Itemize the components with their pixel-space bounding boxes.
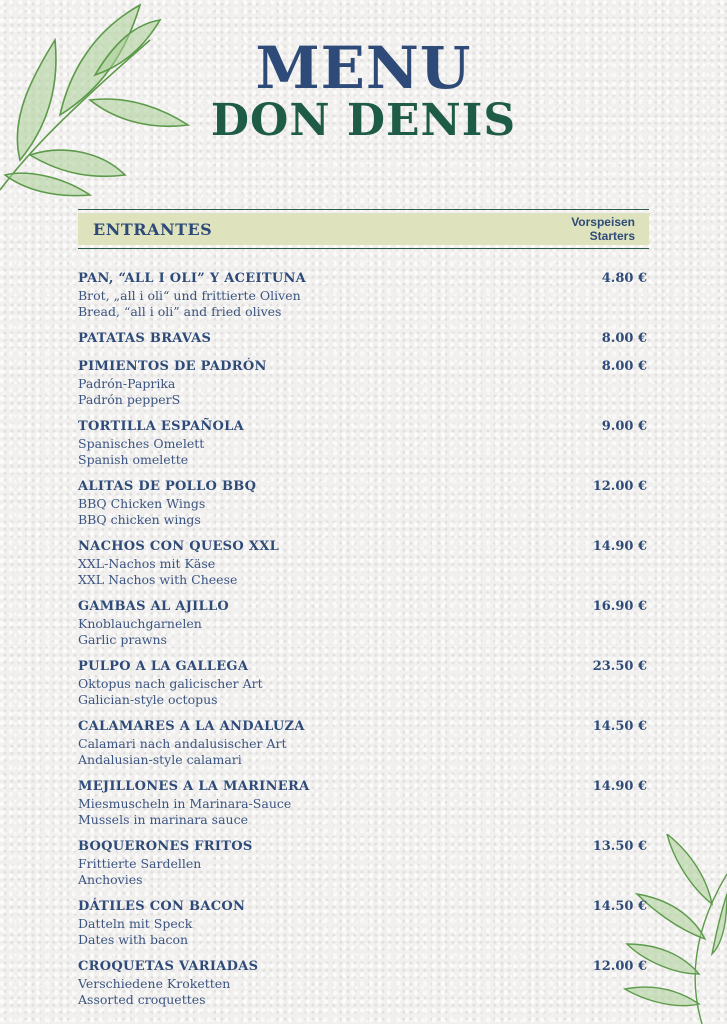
menu-item xyxy=(78,330,649,348)
item-name: NACHOS CON QUESO XXL xyxy=(78,539,280,554)
item-desc-en: Garlic prawns xyxy=(78,632,167,647)
item-name: ALITAS DE POLLO BBQ xyxy=(78,479,257,494)
item-name: MEJILLONES A LA MARINERA xyxy=(78,779,310,794)
menu-item xyxy=(78,598,649,648)
item-price: 23.50 € xyxy=(592,659,647,674)
menu-item xyxy=(78,778,649,828)
menu-title: MENU xyxy=(255,34,472,102)
menu-item xyxy=(78,898,649,948)
item-price: 14.90 € xyxy=(592,539,647,554)
menu-item xyxy=(78,838,649,888)
item-price: 12.00 € xyxy=(592,959,647,974)
item-desc-de: Knoblauchgarnelen xyxy=(78,616,202,631)
item-name: BOQUERONES FRITOS xyxy=(78,839,253,854)
item-price: 14.50 € xyxy=(592,899,647,914)
menu-item xyxy=(78,478,649,528)
section-title: ENTRANTES xyxy=(93,220,213,239)
menu-item xyxy=(78,658,649,708)
menu-item xyxy=(78,358,649,408)
item-desc-en: BBQ chicken wings xyxy=(78,512,201,527)
item-desc-en: Dates with bacon xyxy=(78,932,189,947)
item-desc-de: Frittierte Sardellen xyxy=(78,856,202,871)
menu-item xyxy=(78,718,649,768)
item-name: PULPO A LA GALLEGA xyxy=(78,659,249,674)
item-desc-de: Miesmuscheln in Marinara-Sauce xyxy=(78,796,292,811)
item-price: 9.00 € xyxy=(601,419,647,434)
item-desc-de: BBQ Chicken Wings xyxy=(78,496,206,511)
section-title-de: Vorspeisen xyxy=(571,215,635,229)
item-desc-en: Mussels in marinara sauce xyxy=(78,812,248,827)
item-name: GAMBAS AL AJILLO xyxy=(78,599,230,614)
item-desc-de: Padrón-Paprika xyxy=(78,376,176,391)
item-price: 14.90 € xyxy=(592,779,647,794)
item-name: CROQUETAS VARIADAS xyxy=(78,959,259,974)
item-desc-en: Andalusian-style calamari xyxy=(78,752,242,767)
item-desc-en: XXL Nachos with Cheese xyxy=(78,572,238,587)
menu-item xyxy=(78,538,649,588)
section-alt-titles xyxy=(571,215,635,243)
item-desc-en: Padrón pepperS xyxy=(78,392,181,407)
item-price: 8.00 € xyxy=(601,331,647,346)
section-band xyxy=(78,213,649,245)
menu-item xyxy=(78,958,649,1008)
item-desc-en: Bread, “all i oli” and fried olives xyxy=(78,304,282,319)
item-name: PAN, “ALL I OLI” Y ACEITUNA xyxy=(78,271,307,286)
item-price: 12.00 € xyxy=(592,479,647,494)
item-name: DÁTILES CON BACON xyxy=(78,899,246,914)
item-desc-en: Anchovies xyxy=(78,872,143,887)
menu-item xyxy=(78,418,649,468)
item-price: 16.90 € xyxy=(592,599,647,614)
item-price: 8.00 € xyxy=(601,359,647,374)
item-name: PIMIENTOS DE PADRÓN xyxy=(78,359,267,374)
item-name: PATATAS BRAVAS xyxy=(78,331,212,346)
item-desc-de: Datteln mit Speck xyxy=(78,916,193,931)
restaurant-name: DON DENIS xyxy=(210,95,517,146)
item-desc-de: Oktopus nach galicischer Art xyxy=(78,676,263,691)
item-desc-en: Galician-style octopus xyxy=(78,692,218,707)
menu-item xyxy=(78,270,649,320)
section-title-en: Starters xyxy=(589,229,635,243)
item-desc-de: Verschiedene Kroketten xyxy=(78,976,231,991)
item-name: CALAMARES A LA ANDALUZA xyxy=(78,719,305,734)
menu-list xyxy=(78,270,649,1018)
section-header xyxy=(78,209,649,249)
item-desc-de: Calamari nach andalusischer Art xyxy=(78,736,287,751)
item-price: 14.50 € xyxy=(592,719,647,734)
item-desc-de: Spanisches Omelett xyxy=(78,436,205,451)
item-desc-en: Assorted croquettes xyxy=(78,992,206,1007)
item-desc-en: Spanish omelette xyxy=(78,452,189,467)
item-desc-de: Brot, „all i oli“ und frittierte Oliven xyxy=(78,288,301,303)
item-price: 13.50 € xyxy=(592,839,647,854)
item-name: TORTILLA ESPAÑOLA xyxy=(78,419,244,434)
item-desc-de: XXL-Nachos mit Käse xyxy=(78,556,216,571)
item-price: 4.80 € xyxy=(601,271,647,286)
